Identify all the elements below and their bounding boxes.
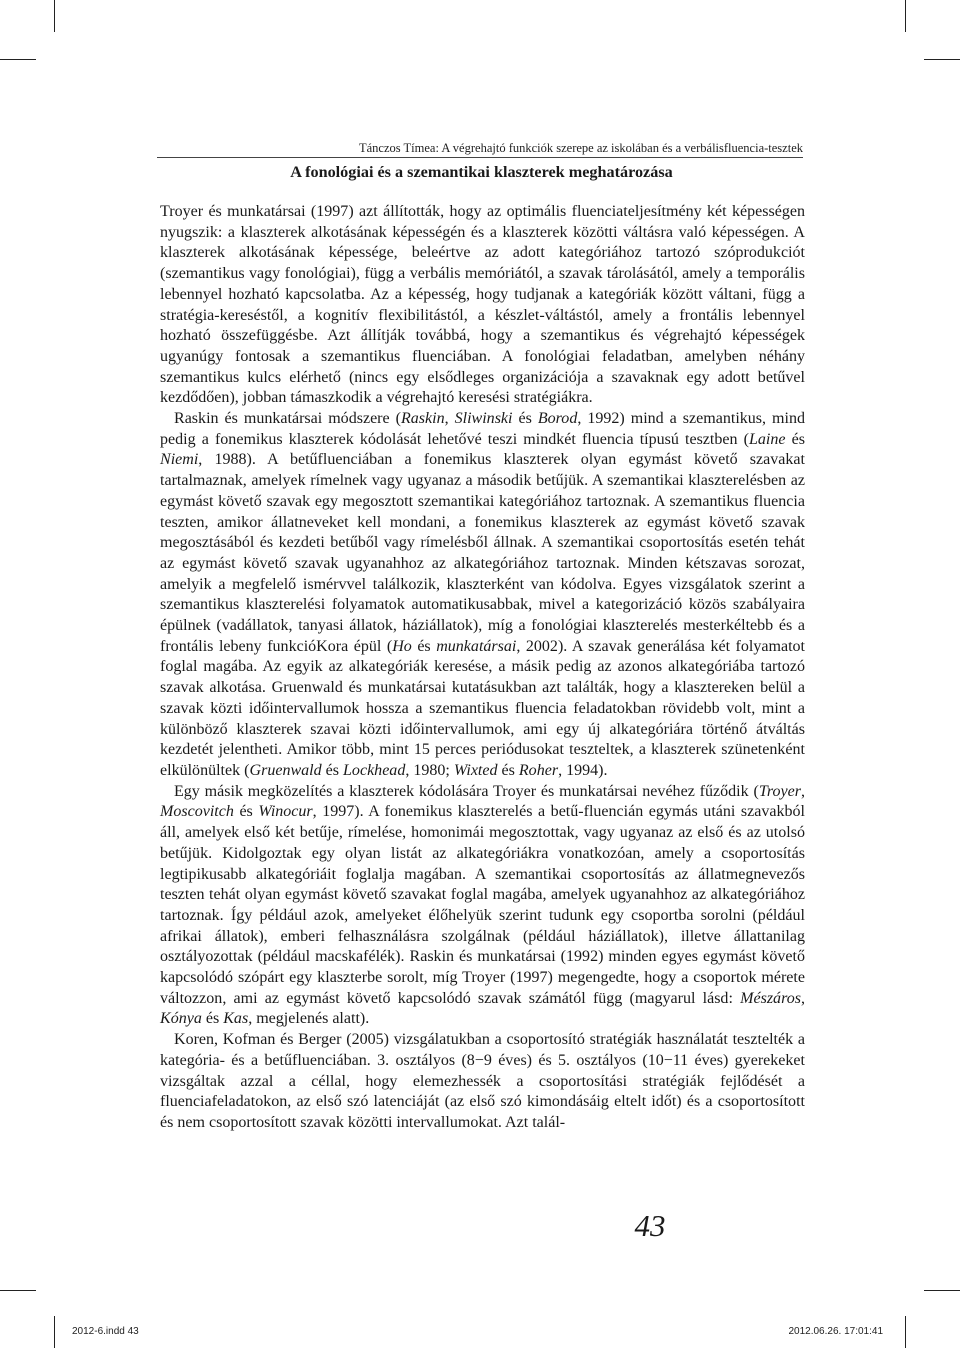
citation-author: Kas <box>223 1010 249 1028</box>
citation-author: Gruenwald <box>249 761 322 779</box>
crop-mark <box>905 0 906 32</box>
crop-mark <box>924 1290 960 1291</box>
citation-author: Lockhead <box>343 761 406 779</box>
crop-mark <box>54 0 55 32</box>
citation-author: Wixted <box>453 761 498 779</box>
citation-author: Moscovitch <box>160 803 234 821</box>
crop-mark <box>0 59 36 60</box>
text-run: , <box>800 989 805 1007</box>
text-run: és <box>321 761 344 779</box>
text-run: , <box>800 782 805 800</box>
citation-author: Troyer <box>758 782 801 800</box>
page-number: 43 <box>634 1208 666 1243</box>
citation-author: Borod <box>537 410 578 428</box>
body-paragraph <box>160 1030 805 1134</box>
citation-author: Sliwinski <box>454 410 513 428</box>
text-run: és <box>785 430 805 448</box>
text-run: és <box>233 803 259 821</box>
citation-author: Raskin <box>400 410 445 428</box>
text-run: Troyer és munkatársai (1997) azt állították, hogy az optimális fluenciateljesítmény két képességen nyugszik: a klaszterek alkotásának képességén és a klaszterek közötti váltásra való képességen. A klaszterek alkotásának képessége, beleértve az adott kategóriához tartozó szóprodukciót (szemantikus vagy fonológiai), függ a verbális memóriától, a szavak tárolásától, amely a temporális lebennyel hozható kapcsolatba. Az a képesség, hogy tudjanak a kategóriák között váltani, függ a stratégia-kereséstől, a kognitív flexibilitástól, a készlet-váltástól, amely a frontális lebennyel hozható összefüggésbe. Azt állítják továbbá, hogy a szemantikus és végrehajtó képességek ugyanúgy fontosak a szemantikus fluenciában. A fonológiai feladatban, amelyben néhány szemantikus kulcs elérhető (nincs egy elsődleges organizációja a szavaknak egy adott betűvel kezdődően), jobban támaszkodik a végrehajtó keresési stratégiákra. <box>160 203 805 407</box>
citation-author: Mészáros <box>740 989 801 1007</box>
text-run: Raskin és munkatársai módszere ( <box>174 410 401 428</box>
crop-mark <box>905 1316 906 1348</box>
text-run: , 1997). A fonemikus klaszterelés a betű-fluencián egymás utáni szavakból áll, amelyek első két betűje, rímelése, homonimái megosztottak, vagy ugyanaz az első és az utolsó betűjük. Kidolgoztak egy olyan listát az alkategóriákra vonatkozóan, amely a csoportosítás legtipikusabb alkategóriáit foglalja magában. A szemantikai csoportosítás az állatmegnevezős teszten tehát olyan egymást követő szavakat foglal magába, amelyek ugyanahhoz az alkategóriához tartoznak. Így például azok, amelyeket élőhelyük szerint tudunk egy csoportba sorolni (például afrikai állatok), emberi felhasználásra szolgálnak (például háziállatok), illetve állattanilag osztályozottak (például macskafélék). Raskin és munkatársai (1992) minden egyes egymást követő kapcsolódó szópárt egy klaszterbe sorolt, míg Troyer (1997) megengedte, hogy a csoportok mérete változzon, ami az egymást követő kapcsolódó szavak számától függ (magyarul lásd: <box>160 803 805 1007</box>
text-run: , 1992) mind a szemantikus, mind pedig a fonemikus klaszterek kódolását lehetővé teszi mindkét fluencia típusú tesztben ( <box>160 410 805 448</box>
text-run: , megjelenés alatt). <box>248 1010 370 1028</box>
citation-author: Niemi <box>160 451 199 469</box>
citation-author: Winocur <box>258 803 313 821</box>
text-run: és <box>497 761 519 779</box>
body-paragraph <box>160 409 805 782</box>
running-header: Tánczos Tímea: A végrehajtó funkciók szerepe az iskolában és a verbálisfluencia-tesztek <box>358 141 803 155</box>
body-text <box>160 202 805 1134</box>
body-paragraph <box>160 202 805 409</box>
section-title: A fonológiai és a szemantikai klaszterek meghatározása <box>290 163 673 181</box>
text-run: és <box>512 410 538 428</box>
crop-mark <box>924 59 960 60</box>
text-run: , 1994). <box>558 761 608 779</box>
citation-author: Ho <box>392 637 412 655</box>
print-slug-timestamp: 2012.06.26. 17:01:41 <box>788 1326 883 1337</box>
crop-mark <box>0 1290 36 1291</box>
print-slug-file: 2012-6.indd 43 <box>72 1326 139 1337</box>
text-run: és <box>411 637 437 655</box>
citation-author: Roher <box>518 761 559 779</box>
citation-author: Kónya <box>160 1010 202 1028</box>
citation-author: munkatársai <box>436 637 517 655</box>
text-run: és <box>201 1010 224 1028</box>
text-run: , 2002). A szavak generálása két folyamatot foglal magába. Az egyik az alkategóriák keresése, a másik pedig az azonos alkategóriába tartozó szavak alkotása. Gruenwald és munkatársai kutatásukban azt találták, hogy a klasztereken belül a szavak közti időintervallumok hossza a szemantikus fluencia feladatokban rövidebb volt, mint a különböző klaszterek szavai közti időintervallumok, ami egy új alkategóriára történő átváltás kezdetét jelentheti. Amikor több, mint 15 perces periódusokat teszteltek, a klaszterek szünetenként elkülönültek ( <box>160 637 805 779</box>
crop-mark <box>54 1316 55 1348</box>
header-rule <box>157 157 803 158</box>
body-paragraph <box>160 782 805 1030</box>
citation-author: Laine <box>748 430 786 448</box>
text-run: , 1988). A betűfluenciában a fonemikus klaszterek olyan egymást követő szavakat tartalmaznak, amelyek rímelnek vagy ugyanaz a második betűjük. A szemantikai klaszterelésben az egymást követő szavak egy megosztott szemantikai kategóriához tartoznak. A szemantikus fluencia teszten, amikor állatneveket kell mondani, a fonemikus klaszterek az egymást követő szavak megosztásából és kezdeti betűből vagy rímelésből állnak. A szemantikai csoportosítás esetén tehát az egymást követő szavak ugyanahhoz az alkategóriához tartoznak. Minden kétszavas sorozat, amelyik a megfelelő ismérvvel találkozik, klaszterként van kódolva. Egyes vizsgálatok szerint a szemantikus klaszterelési folyamatok automatikusabbak, mivel a kategorizáció közös szabályaira épülnek (vadállatok, tanyasi állatok, háziállatok), míg a fonológiai klaszterelés mesterkéltebb és a frontális lebeny funkcióKora épül ( <box>160 451 805 655</box>
text-run: , 1980; <box>405 761 454 779</box>
text-run: , <box>444 410 455 428</box>
text-run: Egy másik megközelítés a klaszterek kódolására Troyer és munkatársai nevéhez fűződik ( <box>174 782 759 800</box>
text-run: Koren, Kofman és Berger (2005) vizsgálatukban a csoportosító stratégiák használatát tesztelték a kategória- és a betűfluenciában. 3. osztályos (8−9 éves) és 5. osztályos (10−11 éves) gyerekeket vizsgáltak azzal a céllal, hogy elemezhessék a csoportosítási stratégiák fejlődését a fluenciafeladatokon, az első szó latenciáját (az első szó kimondásáig eltelt időt) és a csoportosított és nem csoportosított szavak közötti intervallumokat. Azt talál- <box>160 1031 805 1131</box>
